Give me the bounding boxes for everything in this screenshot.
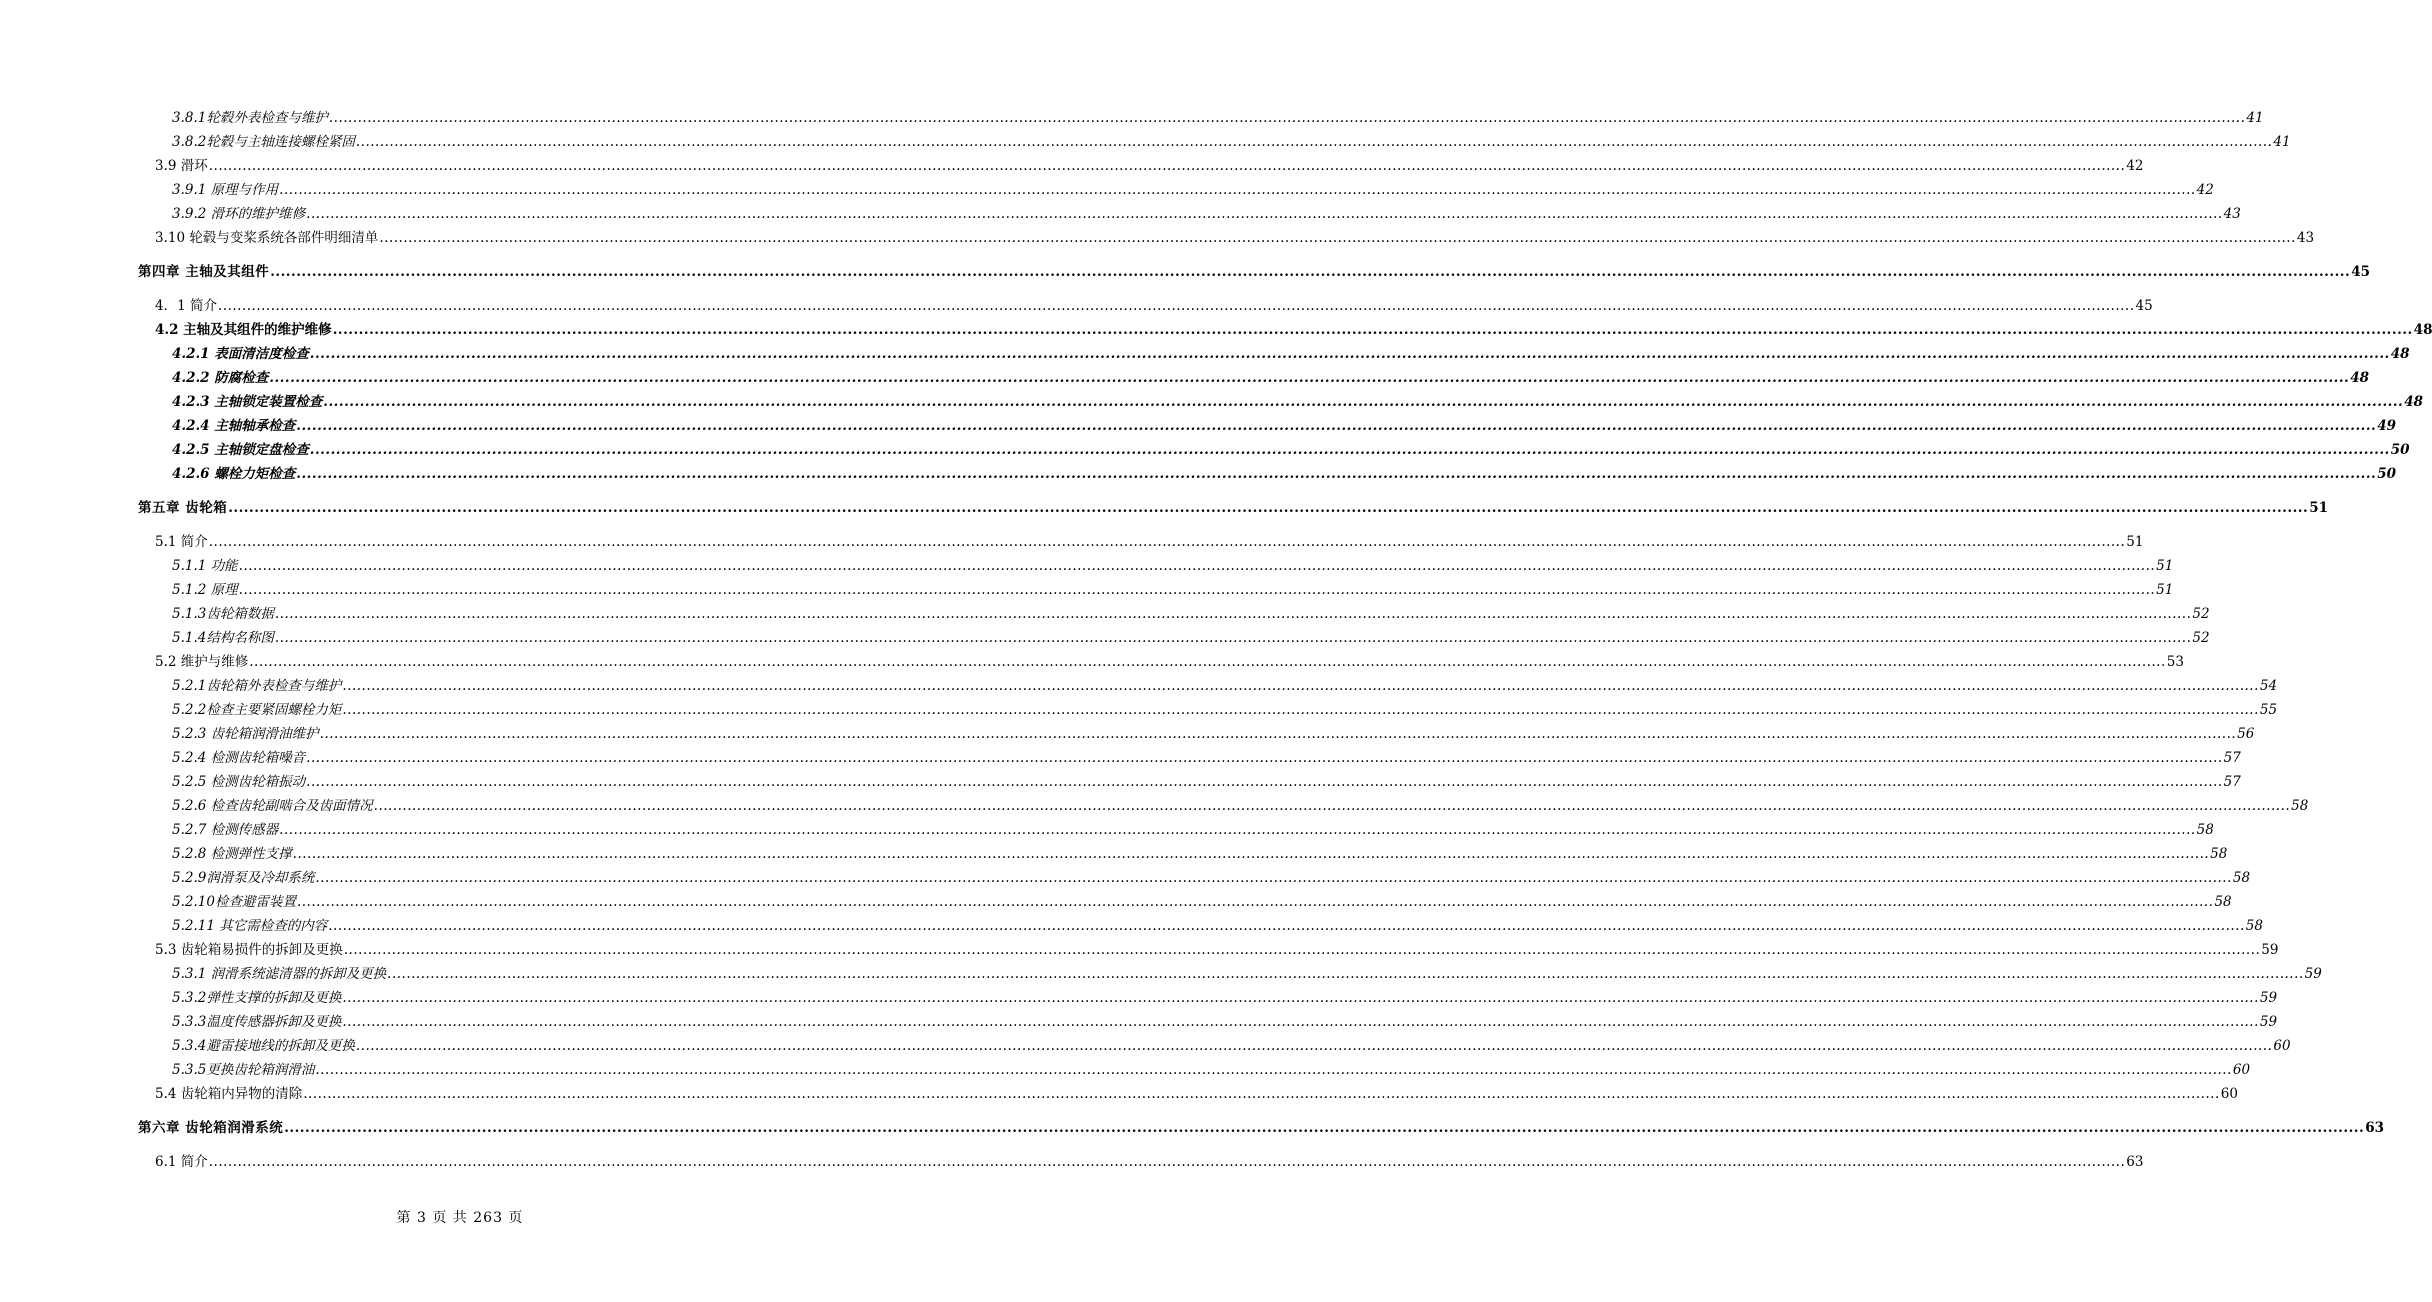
toc-entry-title: 5.1 简介 — [155, 534, 208, 550]
toc-entry[interactable] — [138, 263, 2370, 281]
toc-entry[interactable] — [172, 989, 2278, 1007]
toc-entry-page-number: 59 — [2259, 990, 2278, 1006]
toc-entry-title: 4.2.4 主轴轴承检查 — [172, 418, 296, 434]
toc-entry-title: 第四章 主轴及其组件 — [138, 264, 270, 280]
dot-leader: ................................................................................................................................................................................................................................................................................................................................................................................................................ — [279, 182, 2196, 198]
toc-entry-title: 3.8.1轮毂外表检查与维护 — [172, 110, 328, 126]
toc-entry-page-number: 49 — [2377, 418, 2397, 434]
toc-entry[interactable] — [155, 229, 2315, 247]
toc-entry[interactable] — [172, 1013, 2278, 1031]
toc-entry-page-number: 60 — [2232, 1062, 2251, 1078]
toc-entry-page-number: 60 — [2273, 1038, 2291, 1054]
toc-entry-page-number: 58 — [2214, 894, 2232, 910]
dot-leader: ................................................................................................................................................................................................................................................................................................................................................................................................................ — [355, 134, 2273, 150]
dot-leader: ................................................................................................................................................................................................................................................................................................................................................................................................................ — [284, 1120, 2365, 1136]
dot-leader: ................................................................................................................................................................................................................................................................................................................................................................................................................ — [274, 606, 2192, 622]
toc-entry-title: 5.3.2弹性支撑的拆卸及更换 — [172, 990, 342, 1006]
page-footer: 第 3 页 共 263 页 — [396, 1210, 524, 1226]
toc-entry[interactable] — [172, 845, 2228, 863]
toc-entry-title: 3.9 滑环 — [155, 158, 208, 174]
toc-entry-page-number: 58 — [2196, 822, 2214, 838]
toc-entry[interactable] — [172, 393, 2424, 411]
toc-entry-title: 5.2.8 检测弹性支撑 — [172, 846, 292, 862]
toc-entry-title: 3.10 轮毂与变桨系统各部件明细清单 — [155, 230, 379, 246]
toc-entry-title: 5.2.1齿轮箱外表检查与维护 — [172, 678, 342, 694]
toc-entry[interactable] — [172, 701, 2278, 719]
toc-entry-title: 4.2.3 主轴锁定装置检查 — [172, 394, 323, 410]
dot-leader: ................................................................................................................................................................................................................................................................................................................................................................................................................ — [315, 870, 2232, 886]
toc-entry[interactable] — [172, 821, 2214, 839]
toc-entry[interactable] — [155, 533, 2144, 551]
toc-entry[interactable] — [172, 369, 2370, 387]
toc-entry[interactable] — [155, 1085, 2238, 1103]
toc-entry-page-number: 48 — [2350, 370, 2370, 386]
dot-leader: ................................................................................................................................................................................................................................................................................................................................................................................................................ — [296, 894, 2214, 910]
toc-entry-title: 5.3 齿轮箱易损件的拆卸及更换 — [155, 942, 343, 958]
toc-entry-title: 4．1 简介 — [155, 298, 217, 314]
toc-entry[interactable] — [138, 499, 2328, 517]
toc-entry[interactable] — [155, 321, 2432, 339]
toc-entry-title: 4.2.5 主轴锁定盘检查 — [172, 442, 309, 458]
toc-entry-page-number: 48 — [2390, 346, 2410, 362]
dot-leader: ................................................................................................................................................................................................................................................................................................................................................................................................................ — [269, 370, 2350, 386]
toc-entry[interactable] — [172, 629, 2210, 647]
toc-entry[interactable] — [155, 941, 2279, 959]
toc-entry[interactable] — [172, 677, 2278, 695]
dot-leader: ................................................................................................................................................................................................................................................................................................................................................................................................................ — [249, 654, 2166, 670]
dot-leader: ................................................................................................................................................................................................................................................................................................................................................................................................................ — [332, 322, 2413, 338]
toc-entry[interactable] — [172, 345, 2410, 363]
toc-entry[interactable] — [155, 297, 2153, 315]
toc-entry[interactable] — [172, 725, 2255, 743]
dot-leader: ................................................................................................................................................................................................................................................................................................................................................................................................................ — [238, 558, 2156, 574]
toc-entry-title: 3.9.2 滑环的维护维修 — [172, 206, 306, 222]
toc-entry[interactable] — [138, 1119, 2384, 1137]
toc-entry-page-number: 48 — [2404, 394, 2424, 410]
toc-entry[interactable] — [172, 965, 2322, 983]
toc-entry-title: 5.2.11 其它需检查的内容 — [172, 918, 328, 934]
toc-entry-title: 5.3.3温度传感器拆卸及更换 — [172, 1014, 342, 1030]
toc-entry[interactable] — [172, 749, 2241, 767]
toc-entry-title: 5.2.9润滑泵及冷却系统 — [172, 870, 315, 886]
toc-entry-title: 3.9.1 原理与作用 — [172, 182, 279, 198]
dot-leader: ................................................................................................................................................................................................................................................................................................................................................................................................................ — [274, 630, 2192, 646]
dot-leader: ................................................................................................................................................................................................................................................................................................................................................................................................................ — [315, 1062, 2232, 1078]
toc-entry-page-number: 52 — [2192, 606, 2210, 622]
toc-entry-title: 5.1.2 原理 — [172, 582, 238, 598]
toc-entry-page-number: 43 — [2296, 230, 2315, 246]
dot-leader: ................................................................................................................................................................................................................................................................................................................................................................................................................ — [328, 110, 2246, 126]
dot-leader: ................................................................................................................................................................................................................................................................................................................................................................................................................ — [270, 264, 2351, 280]
toc-entry-title: 5.3.5更换齿轮箱润滑油 — [172, 1062, 315, 1078]
toc-entry[interactable] — [172, 1061, 2251, 1079]
toc-entry-page-number: 50 — [2377, 466, 2397, 482]
toc-entry-page-number: 52 — [2192, 630, 2210, 646]
toc-entry-title: 5.2.10检查避雷装置 — [172, 894, 296, 910]
toc-entry-title: 4.2.6 螺栓力矩检查 — [172, 466, 296, 482]
toc-entry-page-number: 60 — [2220, 1086, 2238, 1102]
toc-entry[interactable] — [172, 893, 2232, 911]
toc-entry-title: 5.4 齿轮箱内异物的清除 — [155, 1086, 303, 1102]
toc-entry-title: 5.2.7 检测传感器 — [172, 822, 279, 838]
toc-entry-title: 5.2.5 检测齿轮箱振动 — [172, 774, 306, 790]
toc-entry-title: 5.3.4避雷接地线的拆卸及更换 — [172, 1038, 355, 1054]
dot-leader: ................................................................................................................................................................................................................................................................................................................................................................................................................ — [292, 846, 2210, 862]
toc-entry[interactable] — [172, 581, 2174, 599]
toc-entry-title: 5.2.2检查主要紧固螺栓力矩 — [172, 702, 342, 718]
toc-entry-title: 4.2 主轴及其组件的维护维修 — [155, 322, 332, 338]
toc-entry-page-number: 54 — [2259, 678, 2278, 694]
dot-leader: ................................................................................................................................................................................................................................................................................................................................................................................................................ — [328, 918, 2245, 934]
dot-leader: ................................................................................................................................................................................................................................................................................................................................................................................................................ — [379, 230, 2296, 246]
dot-leader: ................................................................................................................................................................................................................................................................................................................................................................................................................ — [306, 774, 2223, 790]
dot-leader: ................................................................................................................................................................................................................................................................................................................................................................................................................ — [208, 1154, 2126, 1170]
dot-leader: ................................................................................................................................................................................................................................................................................................................................................................................................................ — [296, 466, 2377, 482]
toc-entry-title: 4.2.2 防腐检查 — [172, 370, 269, 386]
dot-leader: ................................................................................................................................................................................................................................................................................................................................................................................................................ — [355, 1038, 2273, 1054]
toc-entry-page-number: 51 — [2126, 534, 2144, 550]
dot-leader: ................................................................................................................................................................................................................................................................................................................................................................................................................ — [303, 1086, 2220, 1102]
toc-entry-page-number: 58 — [2291, 798, 2309, 814]
dot-leader: ................................................................................................................................................................................................................................................................................................................................................................................................................ — [309, 442, 2390, 458]
dot-leader: ................................................................................................................................................................................................................................................................................................................................................................................................................ — [342, 1014, 2259, 1030]
toc-entry-page-number: 63 — [2365, 1120, 2384, 1136]
toc-entry[interactable] — [172, 109, 2264, 127]
toc-entry-page-number: 58 — [2245, 918, 2263, 934]
toc-entry-page-number: 55 — [2259, 702, 2278, 718]
dot-leader: ................................................................................................................................................................................................................................................................................................................................................................................................................ — [323, 394, 2404, 410]
toc-entry[interactable] — [172, 773, 2241, 791]
toc-entry-page-number: 63 — [2126, 1154, 2144, 1170]
toc-entry-page-number: 58 — [2210, 846, 2228, 862]
dot-leader: ................................................................................................................................................................................................................................................................................................................................................................................................................ — [306, 206, 2223, 222]
dot-leader: ................................................................................................................................................................................................................................................................................................................................................................................................................ — [296, 418, 2377, 434]
toc-entry[interactable] — [155, 157, 2144, 175]
toc-entry[interactable] — [155, 653, 2184, 671]
toc-entry-page-number: 51 — [2156, 582, 2174, 598]
toc-entry[interactable] — [172, 1037, 2291, 1055]
toc-entry[interactable] — [172, 917, 2263, 935]
toc-entry[interactable] — [172, 417, 2397, 435]
toc-entry-title: 3.8.2轮毂与主轴连接螺栓紧固 — [172, 134, 355, 150]
toc-entry-page-number: 43 — [2223, 206, 2241, 222]
toc-entry-page-number: 56 — [2237, 726, 2255, 742]
toc-entry-page-number: 41 — [2273, 134, 2291, 150]
dot-leader: ................................................................................................................................................................................................................................................................................................................................................................................................................ — [319, 726, 2237, 742]
toc-entry-page-number: 45 — [2135, 298, 2153, 314]
toc-entry-page-number: 57 — [2223, 750, 2241, 766]
toc-entry-page-number: 48 — [2413, 322, 2432, 338]
dot-leader: ................................................................................................................................................................................................................................................................................................................................................................................................................ — [306, 750, 2223, 766]
dot-leader: ................................................................................................................................................................................................................................................................................................................................................................................................................ — [279, 822, 2196, 838]
toc-entry-title: 5.2.4 检测齿轮箱噪音 — [172, 750, 306, 766]
toc-entry-title: 5.3.1 润滑系统滤清器的拆卸及更换 — [172, 966, 387, 982]
dot-leader: ................................................................................................................................................................................................................................................................................................................................................................................................................ — [217, 298, 2135, 314]
toc-entry-page-number: 51 — [2309, 500, 2328, 516]
toc-entry-page-number: 45 — [2351, 264, 2370, 280]
toc-entry-page-number: 42 — [2196, 182, 2214, 198]
toc-entry-title: 6.1 简介 — [155, 1154, 208, 1170]
toc-entry[interactable] — [172, 441, 2410, 459]
dot-leader: ................................................................................................................................................................................................................................................................................................................................................................................................................ — [342, 678, 2259, 694]
dot-leader: ................................................................................................................................................................................................................................................................................................................................................................................................................ — [342, 702, 2259, 718]
toc-entry-page-number: 58 — [2232, 870, 2251, 886]
dot-leader: ................................................................................................................................................................................................................................................................................................................................................................................................................ — [342, 990, 2259, 1006]
toc-entry-page-number: 42 — [2126, 158, 2144, 174]
toc-entry-title: 5.2.3 齿轮箱润滑油维护 — [172, 726, 319, 742]
toc-entry-page-number: 53 — [2166, 654, 2184, 670]
toc-entry[interactable] — [172, 205, 2241, 223]
toc-entry-title: 4.2.1 表面清洁度检查 — [172, 346, 309, 362]
toc-entry[interactable] — [172, 605, 2210, 623]
toc-entry-title: 5.1.3齿轮箱数据 — [172, 606, 274, 622]
toc-entry-title: 第六章 齿轮箱润滑系统 — [138, 1120, 284, 1136]
toc-entry-title: 5.1.1 功能 — [172, 558, 238, 574]
toc-entry-page-number: 57 — [2223, 774, 2241, 790]
toc-entry-page-number: 59 — [2259, 1014, 2278, 1030]
toc-entry-title: 5.1.4结构名称图 — [172, 630, 274, 646]
toc-entry[interactable] — [172, 465, 2397, 483]
toc-entry-page-number: 59 — [2261, 942, 2279, 958]
toc-entry-title: 第五章 齿轮箱 — [138, 500, 228, 516]
dot-leader: ................................................................................................................................................................................................................................................................................................................................................................................................................ — [343, 942, 2261, 958]
toc-entry[interactable] — [172, 557, 2174, 575]
toc-entry[interactable] — [172, 181, 2214, 199]
toc-entry-page-number: 51 — [2156, 558, 2174, 574]
dot-leader: ................................................................................................................................................................................................................................................................................................................................................................................................................ — [228, 500, 2309, 516]
toc-entry-title: 5.2 维护与维修 — [155, 654, 249, 670]
toc-entry-page-number: 50 — [2390, 442, 2410, 458]
dot-leader: ................................................................................................................................................................................................................................................................................................................................................................................................................ — [238, 582, 2156, 598]
dot-leader: ................................................................................................................................................................................................................................................................................................................................................................................................................ — [208, 534, 2126, 550]
dot-leader: ................................................................................................................................................................................................................................................................................................................................................................................................................ — [387, 966, 2304, 982]
dot-leader: ................................................................................................................................................................................................................................................................................................................................................................................................................ — [373, 798, 2291, 814]
toc-entry[interactable] — [172, 133, 2291, 151]
toc-entry-title: 5.2.6 检查齿轮副啮合及齿面情况 — [172, 798, 373, 814]
dot-leader: ................................................................................................................................................................................................................................................................................................................................................................................................................ — [309, 346, 2390, 362]
toc-entry[interactable] — [172, 797, 2309, 815]
dot-leader: ................................................................................................................................................................................................................................................................................................................................................................................................................ — [208, 158, 2126, 174]
toc-entry-page-number: 59 — [2304, 966, 2322, 982]
toc-entry[interactable] — [155, 1153, 2144, 1171]
toc-entry[interactable] — [172, 869, 2251, 887]
toc-entry-page-number: 41 — [2246, 110, 2264, 126]
